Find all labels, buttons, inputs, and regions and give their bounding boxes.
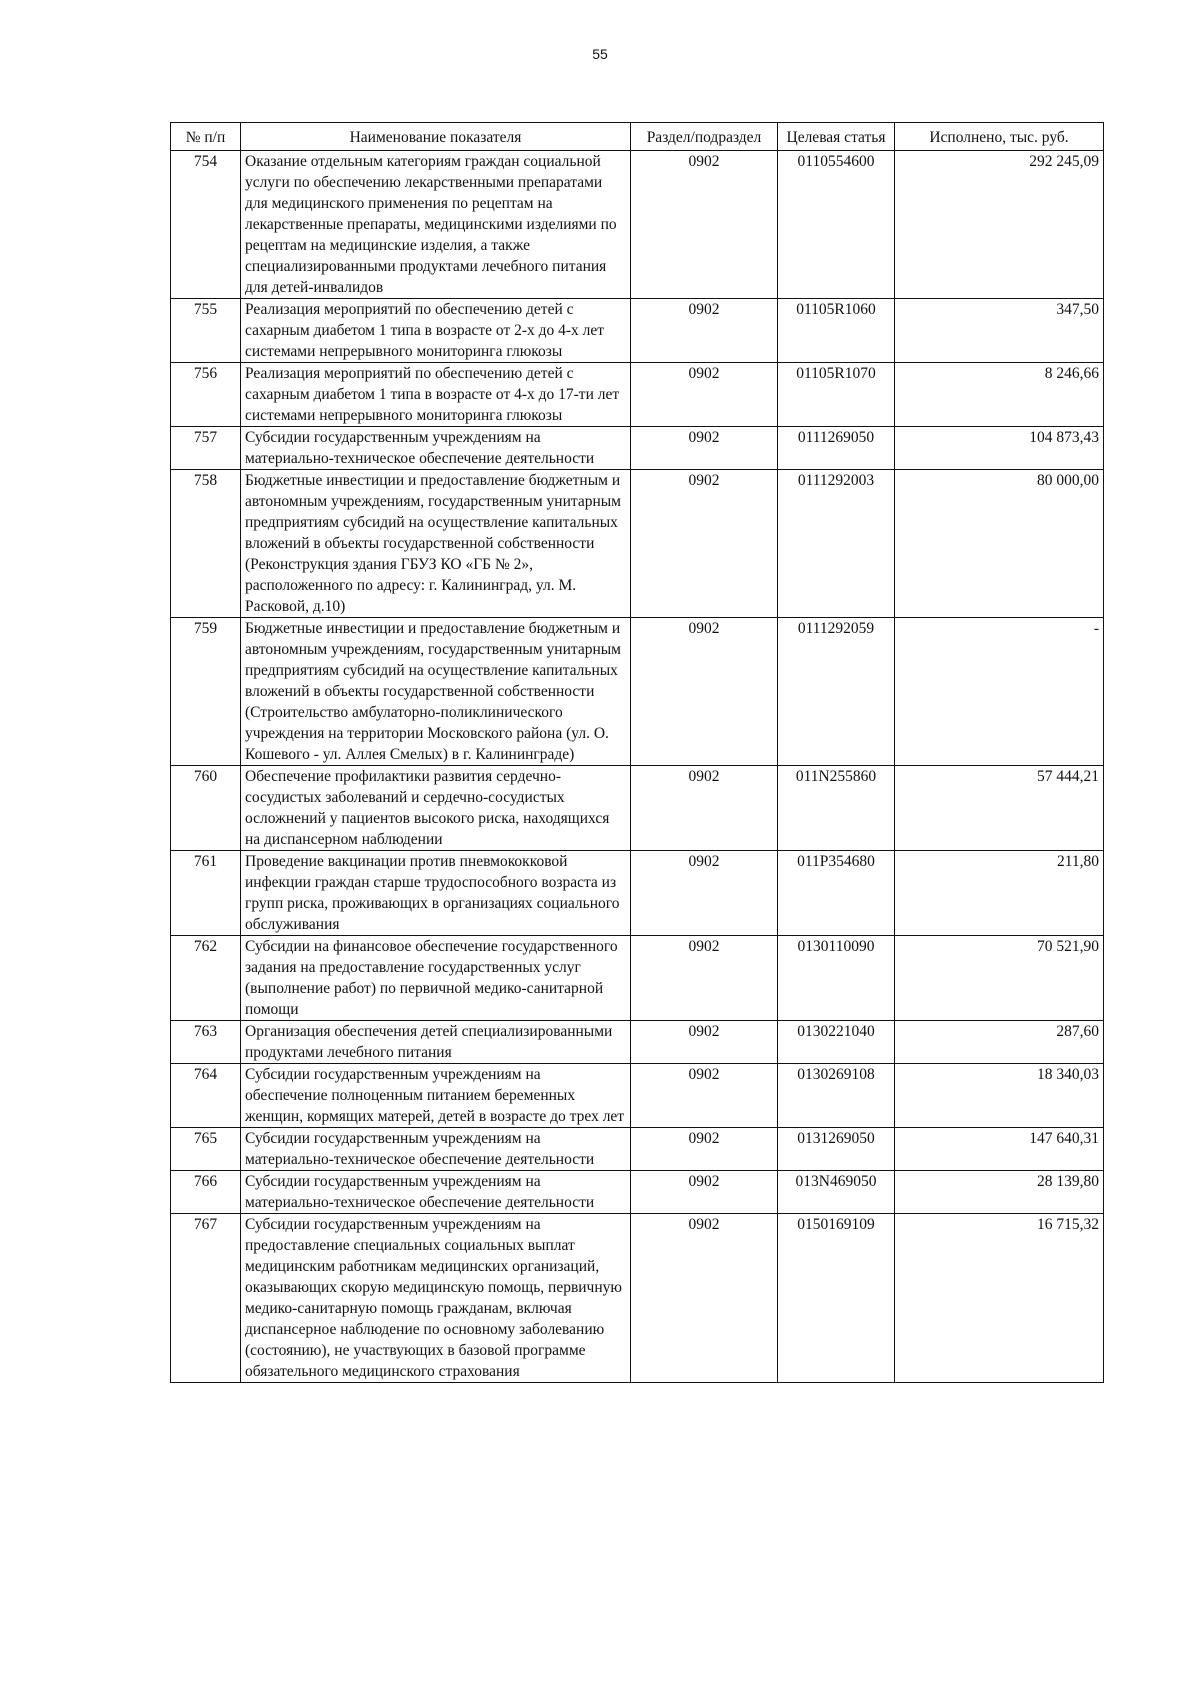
table-row <box>171 151 1104 299</box>
row-value: 347,50 <box>895 299 1104 363</box>
row-code: 0131269050 <box>778 1128 895 1171</box>
row-num: 766 <box>171 1171 241 1214</box>
row-name: Субсидии на финансовое обеспечение государственного задания на предоставление государственных услуг (выполнение работ) по первичной медико-санитарной помощи <box>241 936 631 1021</box>
row-value: 16 715,32 <box>895 1214 1104 1383</box>
table-row <box>171 1214 1104 1383</box>
row-num: 760 <box>171 766 241 851</box>
table-row <box>171 427 1104 470</box>
table-row <box>171 1128 1104 1171</box>
page-number: 55 <box>592 46 608 62</box>
row-section: 0902 <box>631 299 778 363</box>
row-num: 761 <box>171 851 241 936</box>
row-name: Реализация мероприятий по обеспечению детей с сахарным диабетом 1 типа в возрасте от 4-х до 17-ти лет системами непрерывного мониторинга глюкозы <box>241 363 631 427</box>
row-section: 0902 <box>631 1128 778 1171</box>
row-value: 104 873,43 <box>895 427 1104 470</box>
row-section: 0902 <box>631 618 778 766</box>
header-code: Целевая статья <box>778 123 895 151</box>
budget-execution-table <box>170 122 1104 1383</box>
table-row <box>171 1171 1104 1214</box>
row-value: 287,60 <box>895 1021 1104 1064</box>
row-num: 756 <box>171 363 241 427</box>
row-code: 011P354680 <box>778 851 895 936</box>
row-code: 011N255860 <box>778 766 895 851</box>
row-section: 0902 <box>631 766 778 851</box>
table-row <box>171 470 1104 618</box>
row-num: 755 <box>171 299 241 363</box>
row-section: 0902 <box>631 851 778 936</box>
row-num: 765 <box>171 1128 241 1171</box>
row-value: 8 246,66 <box>895 363 1104 427</box>
row-value: 211,80 <box>895 851 1104 936</box>
row-value: 147 640,31 <box>895 1128 1104 1171</box>
row-code: 0150169109 <box>778 1214 895 1383</box>
row-code: 0130110090 <box>778 936 895 1021</box>
header-value: Исполнено, тыс. руб. <box>895 123 1104 151</box>
table-row <box>171 618 1104 766</box>
row-code: 0111292003 <box>778 470 895 618</box>
header-num: № п/п <box>171 123 241 151</box>
table-row <box>171 1021 1104 1064</box>
row-name: Проведение вакцинации против пневмококковой инфекции граждан старше трудоспособного возраста из групп риска, проживающих в организациях социального обслуживания <box>241 851 631 936</box>
row-num: 767 <box>171 1214 241 1383</box>
row-section: 0902 <box>631 1064 778 1128</box>
table-row <box>171 299 1104 363</box>
row-section: 0902 <box>631 1214 778 1383</box>
table-header-row <box>171 123 1104 151</box>
row-value: 80 000,00 <box>895 470 1104 618</box>
row-section: 0902 <box>631 1021 778 1064</box>
row-section: 0902 <box>631 936 778 1021</box>
row-code: 01105R1070 <box>778 363 895 427</box>
row-num: 754 <box>171 151 241 299</box>
header-section: Раздел/подраздел <box>631 123 778 151</box>
row-num: 763 <box>171 1021 241 1064</box>
row-code: 0130221040 <box>778 1021 895 1064</box>
row-name: Бюджетные инвестиции и предоставление бюджетным и автономным учреждениям, государственным унитарным предприятиям субсидий на осуществление капитальных вложений в объекты государственной собственности (Реконструкция здания ГБУЗ КО «ГБ № 2», расположенного по адресу: г. Калининград, ул. М. Расковой, д.10) <box>241 470 631 618</box>
row-code: 0130269108 <box>778 1064 895 1128</box>
table-row <box>171 363 1104 427</box>
row-name: Субсидии государственным учреждениям на материально-техническое обеспечение деятельности <box>241 427 631 470</box>
row-name: Субсидии государственным учреждениям на материально-техническое обеспечение деятельности <box>241 1128 631 1171</box>
row-name: Субсидии государственным учреждениям на предоставление специальных социальных выплат медицинским работникам медицинских организаций, оказывающих скорую медицинскую помощь, первичную медико-санитарную помощь гражданам, включая диспансерное наблюдение по основному заболеванию (состоянию), не участвующих в базовой программе обязательного медицинского страхования <box>241 1214 631 1383</box>
row-value: - <box>895 618 1104 766</box>
row-value: 18 340,03 <box>895 1064 1104 1128</box>
table-row <box>171 1064 1104 1128</box>
row-name: Субсидии государственным учреждениям на материально-техническое обеспечение деятельности <box>241 1171 631 1214</box>
row-section: 0902 <box>631 363 778 427</box>
row-name: Обеспечение профилактики развития сердечно-сосудистых заболеваний и сердечно-сосудистых осложнений у пациентов высокого риска, находящихся на диспансерном наблюдении <box>241 766 631 851</box>
row-code: 0111269050 <box>778 427 895 470</box>
row-code: 01105R1060 <box>778 299 895 363</box>
header-name: Наименование показателя <box>241 123 631 151</box>
row-num: 759 <box>171 618 241 766</box>
row-num: 764 <box>171 1064 241 1128</box>
row-code: 0110554600 <box>778 151 895 299</box>
row-name: Бюджетные инвестиции и предоставление бюджетным и автономным учреждениям, государственным унитарным предприятиям субсидий на осуществление капитальных вложений в объекты государственной собственности (Строительство амбулаторно-поликлинического учреждения на территории Московского района (ул. О. Кошевого - ул. Аллея Смелых) в г. Калининграде) <box>241 618 631 766</box>
row-section: 0902 <box>631 1171 778 1214</box>
table-row <box>171 936 1104 1021</box>
row-code: 013N469050 <box>778 1171 895 1214</box>
row-section: 0902 <box>631 427 778 470</box>
row-name: Организация обеспечения детей специализированными продуктами лечебного питания <box>241 1021 631 1064</box>
row-code: 0111292059 <box>778 618 895 766</box>
row-num: 757 <box>171 427 241 470</box>
row-num: 762 <box>171 936 241 1021</box>
row-value: 28 139,80 <box>895 1171 1104 1214</box>
row-section: 0902 <box>631 151 778 299</box>
row-section: 0902 <box>631 470 778 618</box>
row-name: Субсидии государственным учреждениям на обеспечение полноценным питанием беременных женщин, кормящих матерей, детей в возрасте до трех лет <box>241 1064 631 1128</box>
row-value: 57 444,21 <box>895 766 1104 851</box>
row-name: Реализация мероприятий по обеспечению детей с сахарным диабетом 1 типа в возрасте от 2-х до 4-х лет системами непрерывного мониторинга глюкозы <box>241 299 631 363</box>
table-row <box>171 766 1104 851</box>
table-row <box>171 851 1104 936</box>
row-value: 292 245,09 <box>895 151 1104 299</box>
row-num: 758 <box>171 470 241 618</box>
row-value: 70 521,90 <box>895 936 1104 1021</box>
row-name: Оказание отдельным категориям граждан социальной услуги по обеспечению лекарственными препаратами для медицинского применения по рецептам на лекарственные препараты, медицинскими изделиями по рецептам на медицинские изделия, а также специализированными продуктами лечебного питания для детей-инвалидов <box>241 151 631 299</box>
